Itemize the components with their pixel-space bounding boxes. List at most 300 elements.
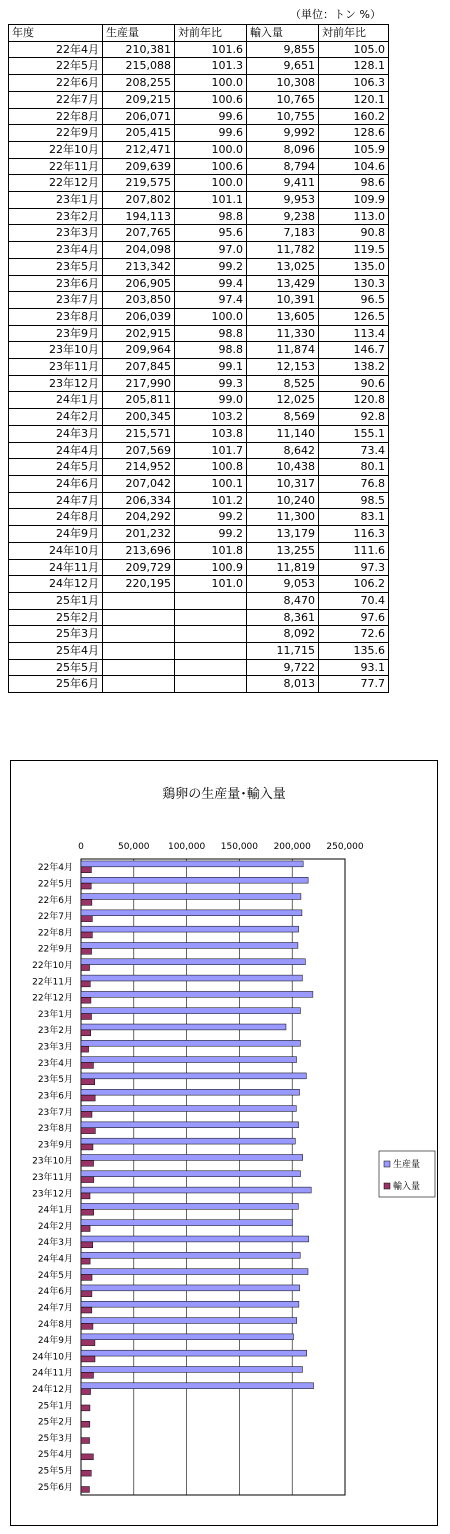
- cell-production: 207,845: [103, 359, 175, 376]
- table-row: [9, 58, 389, 75]
- table-row: [9, 158, 389, 175]
- cell-production-ratio: 98.8: [175, 208, 247, 225]
- cell-import-ratio: 105.9: [319, 141, 389, 158]
- y-tick-label: 22年12月: [32, 993, 73, 1004]
- table-row: [9, 676, 389, 693]
- cell-import-ratio: 90.8: [319, 225, 389, 242]
- cell-production: 209,964: [103, 342, 175, 359]
- cell-production: 215,571: [103, 425, 175, 442]
- cell-production: 213,696: [103, 542, 175, 559]
- bar-import: [81, 1242, 93, 1248]
- x-tick-label: 50,000: [118, 842, 150, 852]
- bar-production: [81, 1383, 314, 1389]
- header-import: 輸入量: [247, 25, 319, 42]
- cell-import: 10,240: [247, 492, 319, 509]
- cell-production: [103, 659, 175, 676]
- bar-import: [81, 1454, 93, 1460]
- cell-production: 209,729: [103, 559, 175, 576]
- table-row: [9, 275, 389, 292]
- table-row: [9, 409, 389, 426]
- cell-import: 8,096: [247, 141, 319, 158]
- cell-month: 24年1月: [9, 392, 103, 409]
- cell-import: 8,569: [247, 409, 319, 426]
- y-tick-label: 23年5月: [37, 1075, 73, 1086]
- cell-production-ratio: [175, 676, 247, 693]
- cell-import-ratio: 96.5: [319, 292, 389, 309]
- cell-production: 203,850: [103, 292, 175, 309]
- cell-month: 24年3月: [9, 425, 103, 442]
- cell-import: 7,183: [247, 225, 319, 242]
- cell-import-ratio: 72.6: [319, 626, 389, 643]
- cell-production-ratio: 99.2: [175, 509, 247, 526]
- bar-production: [81, 991, 313, 997]
- cell-production-ratio: 100.0: [175, 308, 247, 325]
- cell-month: 23年1月: [9, 192, 103, 209]
- cell-import: 11,300: [247, 509, 319, 526]
- y-tick-label: 23年4月: [37, 1058, 73, 1069]
- cell-import: 10,765: [247, 91, 319, 108]
- cell-month: 22年6月: [9, 75, 103, 92]
- bar-production: [81, 975, 302, 981]
- cell-import-ratio: 128.1: [319, 58, 389, 75]
- bar-production: [81, 1154, 303, 1160]
- y-tick-label: 25年3月: [37, 1433, 73, 1444]
- cell-import: 13,255: [247, 542, 319, 559]
- cell-production: 205,415: [103, 125, 175, 142]
- legend-swatch: [384, 1183, 390, 1189]
- cell-production-ratio: 97.0: [175, 242, 247, 259]
- cell-import: 13,605: [247, 308, 319, 325]
- cell-import: 8,642: [247, 442, 319, 459]
- cell-import-ratio: 155.1: [319, 425, 389, 442]
- y-tick-label: 25年5月: [37, 1466, 73, 1477]
- x-tick-label: 250,000: [326, 842, 364, 852]
- cell-production-ratio: 98.8: [175, 325, 247, 342]
- bar-production: [81, 926, 299, 932]
- y-tick-label: 22年10月: [32, 961, 73, 971]
- cell-month: 23年10月: [9, 342, 103, 359]
- legend-swatch: [384, 1161, 390, 1167]
- cell-month: 22年7月: [9, 91, 103, 108]
- table-row: [9, 459, 389, 476]
- cell-month: 23年8月: [9, 308, 103, 325]
- table-row: [9, 292, 389, 309]
- cell-month: 23年3月: [9, 225, 103, 242]
- header-production-ratio: 対前年比: [175, 25, 247, 42]
- cell-production-ratio: 97.4: [175, 292, 247, 309]
- bar-import: [81, 1111, 92, 1117]
- cell-import: 11,782: [247, 242, 319, 259]
- table-row: [9, 542, 389, 559]
- table-row: [9, 91, 389, 108]
- cell-production-ratio: 101.8: [175, 542, 247, 559]
- y-tick-label: 23年11月: [32, 1173, 73, 1183]
- bar-import: [81, 1046, 89, 1052]
- cell-production: 194,113: [103, 208, 175, 225]
- y-tick-label: 24年4月: [37, 1254, 73, 1265]
- bar-production: [81, 1318, 297, 1324]
- cell-import-ratio: 83.1: [319, 509, 389, 526]
- cell-production-ratio: 103.8: [175, 425, 247, 442]
- cell-import: 11,140: [247, 425, 319, 442]
- cell-production-ratio: [175, 643, 247, 660]
- y-tick-label: 22年5月: [37, 879, 73, 890]
- cell-production-ratio: 101.7: [175, 442, 247, 459]
- cell-import-ratio: 113.4: [319, 325, 389, 342]
- cell-production: 207,802: [103, 192, 175, 209]
- cell-month: 22年5月: [9, 58, 103, 75]
- bar-production: [81, 1350, 307, 1356]
- cell-production-ratio: [175, 659, 247, 676]
- cell-month: 23年4月: [9, 242, 103, 259]
- cell-import-ratio: 106.2: [319, 576, 389, 593]
- cell-month: 23年12月: [9, 375, 103, 392]
- y-tick-label: 24年10月: [32, 1352, 73, 1363]
- cell-import-ratio: 92.8: [319, 409, 389, 426]
- table-header-row: [9, 25, 389, 42]
- cell-import: 9,722: [247, 659, 319, 676]
- bar-production: [81, 1106, 296, 1112]
- cell-month: 24年8月: [9, 509, 103, 526]
- bar-import: [81, 1470, 91, 1476]
- cell-production-ratio: 100.9: [175, 559, 247, 576]
- bar-import: [81, 867, 91, 873]
- y-tick-label: 24年6月: [37, 1287, 73, 1298]
- bar-production: [81, 1008, 300, 1014]
- cell-production-ratio: 101.1: [175, 192, 247, 209]
- cell-month: 22年11月: [9, 158, 103, 175]
- cell-import: 8,525: [247, 375, 319, 392]
- cell-import-ratio: 138.2: [319, 359, 389, 376]
- cell-import: 8,794: [247, 158, 319, 175]
- y-tick-label: 25年2月: [37, 1417, 73, 1428]
- cell-production: [103, 609, 175, 626]
- table-row: [9, 141, 389, 158]
- cell-production-ratio: 101.0: [175, 576, 247, 593]
- x-tick-label: 100,000: [167, 842, 206, 852]
- bar-production: [81, 894, 301, 900]
- bar-import: [81, 1421, 90, 1427]
- cell-import: 9,053: [247, 576, 319, 593]
- bar-import: [81, 883, 91, 889]
- table-row: [9, 175, 389, 192]
- cell-import-ratio: 160.2: [319, 108, 389, 125]
- cell-import-ratio: 128.6: [319, 125, 389, 142]
- cell-import: 9,992: [247, 125, 319, 142]
- cell-production: 217,990: [103, 375, 175, 392]
- cell-production-ratio: 99.6: [175, 125, 247, 142]
- cell-production-ratio: 101.6: [175, 41, 247, 58]
- cell-import-ratio: 146.7: [319, 342, 389, 359]
- y-tick-label: 22年9月: [37, 944, 73, 955]
- cell-import-ratio: 73.4: [319, 442, 389, 459]
- cell-month: 25年6月: [9, 676, 103, 693]
- y-tick-label: 23年7月: [37, 1107, 73, 1118]
- cell-production: 209,215: [103, 91, 175, 108]
- table-row: [9, 592, 389, 609]
- cell-import-ratio: 130.3: [319, 275, 389, 292]
- cell-month: 24年9月: [9, 526, 103, 543]
- cell-import: 9,411: [247, 175, 319, 192]
- cell-production: 210,381: [103, 41, 175, 58]
- unit-note: （単位：トン %）: [290, 8, 381, 21]
- cell-import-ratio: 97.6: [319, 609, 389, 626]
- cell-production-ratio: 101.2: [175, 492, 247, 509]
- cell-production: 215,088: [103, 58, 175, 75]
- cell-month: 25年2月: [9, 609, 103, 626]
- table-row: [9, 325, 389, 342]
- cell-month: 22年10月: [9, 141, 103, 158]
- cell-import-ratio: 135.6: [319, 643, 389, 660]
- table-row: [9, 526, 389, 543]
- bar-production: [81, 861, 303, 867]
- cell-import: 12,153: [247, 359, 319, 376]
- cell-production-ratio: 100.6: [175, 91, 247, 108]
- cell-production: 206,905: [103, 275, 175, 292]
- cell-production: [103, 592, 175, 609]
- cell-import-ratio: 80.1: [319, 459, 389, 476]
- table-row: [9, 192, 389, 209]
- cell-import-ratio: 105.0: [319, 41, 389, 58]
- cell-production: 204,292: [103, 509, 175, 526]
- bar-import: [81, 1030, 91, 1036]
- y-tick-label: 23年3月: [37, 1042, 73, 1053]
- table-row: [9, 659, 389, 676]
- bar-import: [81, 1356, 95, 1362]
- cell-production-ratio: 99.0: [175, 392, 247, 409]
- table-row: [9, 509, 389, 526]
- bar-import: [81, 1275, 92, 1281]
- cell-import: 8,361: [247, 609, 319, 626]
- cell-month: 23年7月: [9, 292, 103, 309]
- bar-import: [81, 1226, 90, 1232]
- y-tick-label: 22年8月: [37, 928, 73, 939]
- cell-import-ratio: 90.6: [319, 375, 389, 392]
- cell-production-ratio: 99.3: [175, 375, 247, 392]
- cell-month: 23年9月: [9, 325, 103, 342]
- bar-import: [81, 1144, 93, 1150]
- cell-import: 8,013: [247, 676, 319, 693]
- bar-import: [81, 1095, 95, 1101]
- cell-import: 11,874: [247, 342, 319, 359]
- table-row: [9, 258, 389, 275]
- cell-import-ratio: 126.5: [319, 308, 389, 325]
- plot-area: [81, 859, 345, 1495]
- table-row: [9, 125, 389, 142]
- header-production: 生産量: [103, 25, 175, 42]
- cell-production-ratio: [175, 609, 247, 626]
- cell-production-ratio: 99.6: [175, 108, 247, 125]
- bar-import: [81, 1372, 93, 1378]
- table-row: [9, 342, 389, 359]
- bar-production: [81, 1171, 300, 1177]
- bar-import: [81, 1307, 92, 1313]
- cell-month: 24年5月: [9, 459, 103, 476]
- cell-month: 22年4月: [9, 41, 103, 58]
- cell-production: 204,098: [103, 242, 175, 259]
- bar-import: [81, 1160, 94, 1166]
- bar-import: [81, 1438, 90, 1444]
- table-row: [9, 308, 389, 325]
- x-tick-label: 200,000: [273, 842, 311, 852]
- cell-import-ratio: 135.0: [319, 258, 389, 275]
- bar-production: [81, 959, 305, 965]
- cell-production: 202,915: [103, 325, 175, 342]
- cell-production-ratio: 103.2: [175, 409, 247, 426]
- cell-month: 25年3月: [9, 626, 103, 643]
- cell-production: [103, 643, 175, 660]
- cell-import: 10,438: [247, 459, 319, 476]
- cell-import: 12,025: [247, 392, 319, 409]
- bar-import: [81, 1258, 90, 1264]
- cell-month: 24年7月: [9, 492, 103, 509]
- cell-import: 11,819: [247, 559, 319, 576]
- bar-production: [81, 942, 298, 948]
- cell-month: 22年12月: [9, 175, 103, 192]
- y-tick-label: 23年1月: [37, 1009, 73, 1020]
- cell-month: 25年4月: [9, 643, 103, 660]
- cell-production: 200,345: [103, 409, 175, 426]
- y-tick-label: 22年6月: [37, 895, 73, 906]
- cell-import-ratio: 119.5: [319, 242, 389, 259]
- cell-production: 206,334: [103, 492, 175, 509]
- cell-import-ratio: 93.1: [319, 659, 389, 676]
- chart-container: [10, 760, 438, 1526]
- cell-import-ratio: 77.7: [319, 676, 389, 693]
- cell-production-ratio: 95.6: [175, 225, 247, 242]
- cell-import-ratio: 70.4: [319, 592, 389, 609]
- cell-production-ratio: 100.1: [175, 475, 247, 492]
- bar-import: [81, 1079, 95, 1085]
- x-tick-label: 150,000: [220, 842, 259, 852]
- cell-production: 213,342: [103, 258, 175, 275]
- cell-production: 205,811: [103, 392, 175, 409]
- table-row: [9, 492, 389, 509]
- cell-month: 25年1月: [9, 592, 103, 609]
- bar-import: [81, 1014, 92, 1020]
- cell-import-ratio: 76.8: [319, 475, 389, 492]
- bar-import: [81, 1323, 93, 1329]
- cell-import-ratio: 97.3: [319, 559, 389, 576]
- table-row: [9, 392, 389, 409]
- cell-production-ratio: 99.1: [175, 359, 247, 376]
- cell-month: 24年2月: [9, 409, 103, 426]
- cell-import: 9,855: [247, 41, 319, 58]
- cell-production: 207,569: [103, 442, 175, 459]
- cell-import: 8,092: [247, 626, 319, 643]
- cell-production: 212,471: [103, 141, 175, 158]
- cell-month: 23年11月: [9, 359, 103, 376]
- cell-production-ratio: [175, 592, 247, 609]
- chart-title: 鶏卵の生産量･輸入量: [162, 787, 286, 802]
- cell-month: 24年11月: [9, 559, 103, 576]
- y-tick-label: 24年5月: [37, 1270, 73, 1281]
- cell-import: 9,953: [247, 192, 319, 209]
- cell-import: 13,179: [247, 526, 319, 543]
- cell-import: 10,755: [247, 108, 319, 125]
- bar-production: [81, 1203, 298, 1209]
- table-row: [9, 359, 389, 376]
- cell-month: 23年5月: [9, 258, 103, 275]
- bar-production: [81, 1301, 299, 1307]
- cell-month: 24年10月: [9, 542, 103, 559]
- x-tick-label: 0: [78, 842, 84, 852]
- bar-production: [81, 1366, 302, 1372]
- cell-month: 22年9月: [9, 125, 103, 142]
- table-row: [9, 425, 389, 442]
- bar-production: [81, 1269, 308, 1275]
- cell-production-ratio: 99.4: [175, 275, 247, 292]
- bar-import: [81, 1063, 93, 1069]
- cell-production: [103, 626, 175, 643]
- bar-production: [81, 1252, 300, 1258]
- cell-production: 207,042: [103, 475, 175, 492]
- cell-import-ratio: 98.5: [319, 492, 389, 509]
- header-year: 年度: [9, 25, 103, 42]
- y-tick-label: 23年6月: [37, 1091, 73, 1102]
- bar-production: [81, 1073, 306, 1079]
- bar-production: [81, 1334, 294, 1340]
- bar-production: [81, 1236, 309, 1242]
- table-row: [9, 225, 389, 242]
- cell-import: 9,238: [247, 208, 319, 225]
- cell-production-ratio: 100.6: [175, 158, 247, 175]
- cell-month: 24年12月: [9, 576, 103, 593]
- cell-production-ratio: 100.0: [175, 175, 247, 192]
- cell-production: 201,232: [103, 526, 175, 543]
- cell-month: 25年5月: [9, 659, 103, 676]
- cell-import: 9,651: [247, 58, 319, 75]
- bar-chart: [11, 761, 437, 1525]
- cell-production: 214,952: [103, 459, 175, 476]
- bar-production: [81, 1024, 286, 1030]
- table-row: [9, 442, 389, 459]
- table-row: [9, 108, 389, 125]
- y-tick-label: 24年11月: [32, 1368, 73, 1379]
- cell-import: 13,429: [247, 275, 319, 292]
- table-row: [9, 375, 389, 392]
- cell-production-ratio: 99.2: [175, 526, 247, 543]
- cell-import-ratio: 104.6: [319, 158, 389, 175]
- y-tick-label: 24年8月: [37, 1319, 73, 1330]
- cell-production-ratio: 100.8: [175, 459, 247, 476]
- bar-import: [81, 1487, 89, 1493]
- cell-import-ratio: 120.1: [319, 91, 389, 108]
- y-tick-label: 25年1月: [37, 1401, 73, 1412]
- cell-import-ratio: 109.9: [319, 192, 389, 209]
- cell-production: 206,039: [103, 308, 175, 325]
- bar-import: [81, 1128, 95, 1134]
- cell-import: 10,317: [247, 475, 319, 492]
- table-row: [9, 75, 389, 92]
- cell-month: 23年2月: [9, 208, 103, 225]
- cell-month: 22年8月: [9, 108, 103, 125]
- bar-import: [81, 916, 92, 922]
- y-tick-label: 24年3月: [37, 1238, 73, 1249]
- table-row: [9, 41, 389, 58]
- cell-import: 11,715: [247, 643, 319, 660]
- bar-import: [81, 1177, 94, 1183]
- bar-production: [81, 1285, 300, 1291]
- y-tick-label: 25年6月: [37, 1482, 73, 1493]
- cell-import: 10,391: [247, 292, 319, 309]
- bar-import: [81, 1209, 94, 1215]
- cell-production: 207,765: [103, 225, 175, 242]
- y-tick-label: 25年4月: [37, 1450, 73, 1461]
- y-tick-label: 22年4月: [37, 863, 73, 874]
- y-tick-label: 24年9月: [37, 1336, 73, 1347]
- bar-import: [81, 965, 90, 971]
